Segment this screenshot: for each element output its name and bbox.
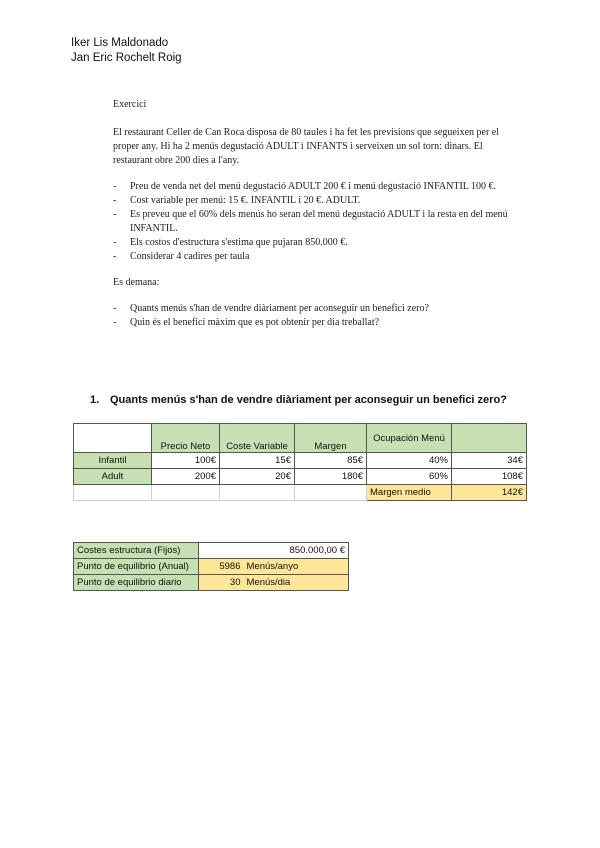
header-cell: Precio Neto [152,424,220,453]
row-label: Punto de equilibrio diario [74,575,199,591]
asks-list [113,302,513,330]
row-label: Costes estructura (Fijos) [74,543,199,559]
margen-medio-value: 142€ [452,485,527,501]
bullet-item: - Els costos d'estructura s'estima que pujaran 850.000 €. [113,236,513,250]
question-number: 1. [90,394,100,406]
bullet-item: - Es preveu que el 60% dels menús ho seran del menú degustació ADULT i la resta en del menú INFANTIL. [113,208,513,236]
header-cell: Margen [295,424,367,453]
author-2: Jan Eric Rochelt Roig [71,52,182,64]
cell-unit: Menús/dia [244,575,349,591]
table-row [74,543,349,559]
cell-coste: 20€ [220,469,295,485]
header-cell [452,424,527,453]
empty-cell [295,485,367,501]
ask-item: - Quants menús s'han de vendre diàriament per aconseguir un benefici zero? [113,302,513,316]
empty-cell [220,485,295,501]
table-row [74,485,527,501]
cell-precio: 200€ [152,469,220,485]
authors-block [71,36,182,66]
cell-unit: Menús/anyo [244,559,349,575]
cell-precio: 100€ [152,453,220,469]
header-cell: Ocupación Menú [367,424,452,453]
cell-ocupacion: 60% [367,469,452,485]
question-heading [90,394,507,406]
empty-cell [152,485,220,501]
asks-label: Es demana: [113,277,160,288]
exercise-bullets [113,180,513,264]
row-label: Infantil [74,453,152,469]
cell-value: 30 [199,575,244,591]
breakeven-table [73,542,349,591]
empty-cell [74,485,152,501]
author-1: Iker Lis Maldonado [71,37,169,49]
header-cell: Coste Variable [220,424,295,453]
row-label: Punto de equilibrio (Anual) [74,559,199,575]
table-row [74,469,527,485]
cell-coste: 15€ [220,453,295,469]
bullet-item: - Cost variable per menú: 15 €. INFANTIL i 20 €. ADULT. [113,194,513,208]
table-row [74,453,527,469]
cell-margen: 180€ [295,469,367,485]
header-row [74,424,527,453]
exercise-statement [113,98,513,342]
table-row [74,559,349,575]
bullet-item: - Considerar 4 cadires per taula [113,250,513,264]
cell-extra: 34€ [452,453,527,469]
cell-margen: 85€ [295,453,367,469]
margin-table [73,423,527,501]
table-row [74,575,349,591]
cell-ocupacion: 40% [367,453,452,469]
bullet-item: - Preu de venda net del menú degustació ADULT 200 € i menú degustació INFANTIL 100 €. [113,180,513,194]
exercise-intro: El restaurant Celler de Can Roca disposa de 80 taules i ha fet les previsions que segueixen per el proper any. Hi ha 2 menús degustació ADULT i INFANTS i serveixen un sol torn: dinars. El restaurant obre 200 dies a l'any. [113,127,499,166]
cell-value: 5986 [199,559,244,575]
ask-item: - Quin és el benefici màxim que es pot obtenir per dia treballat? [113,316,513,330]
question-text: Quants menús s'han de vendre diàriament per aconseguir un benefici zero? [110,394,507,406]
cell-value: 850.000,00 € [199,543,349,559]
header-cell [74,424,152,453]
margen-medio-label: Margen medio [367,485,452,501]
row-label: Adult [74,469,152,485]
cell-extra: 108€ [452,469,527,485]
exercise-title: Exercici [113,99,147,110]
